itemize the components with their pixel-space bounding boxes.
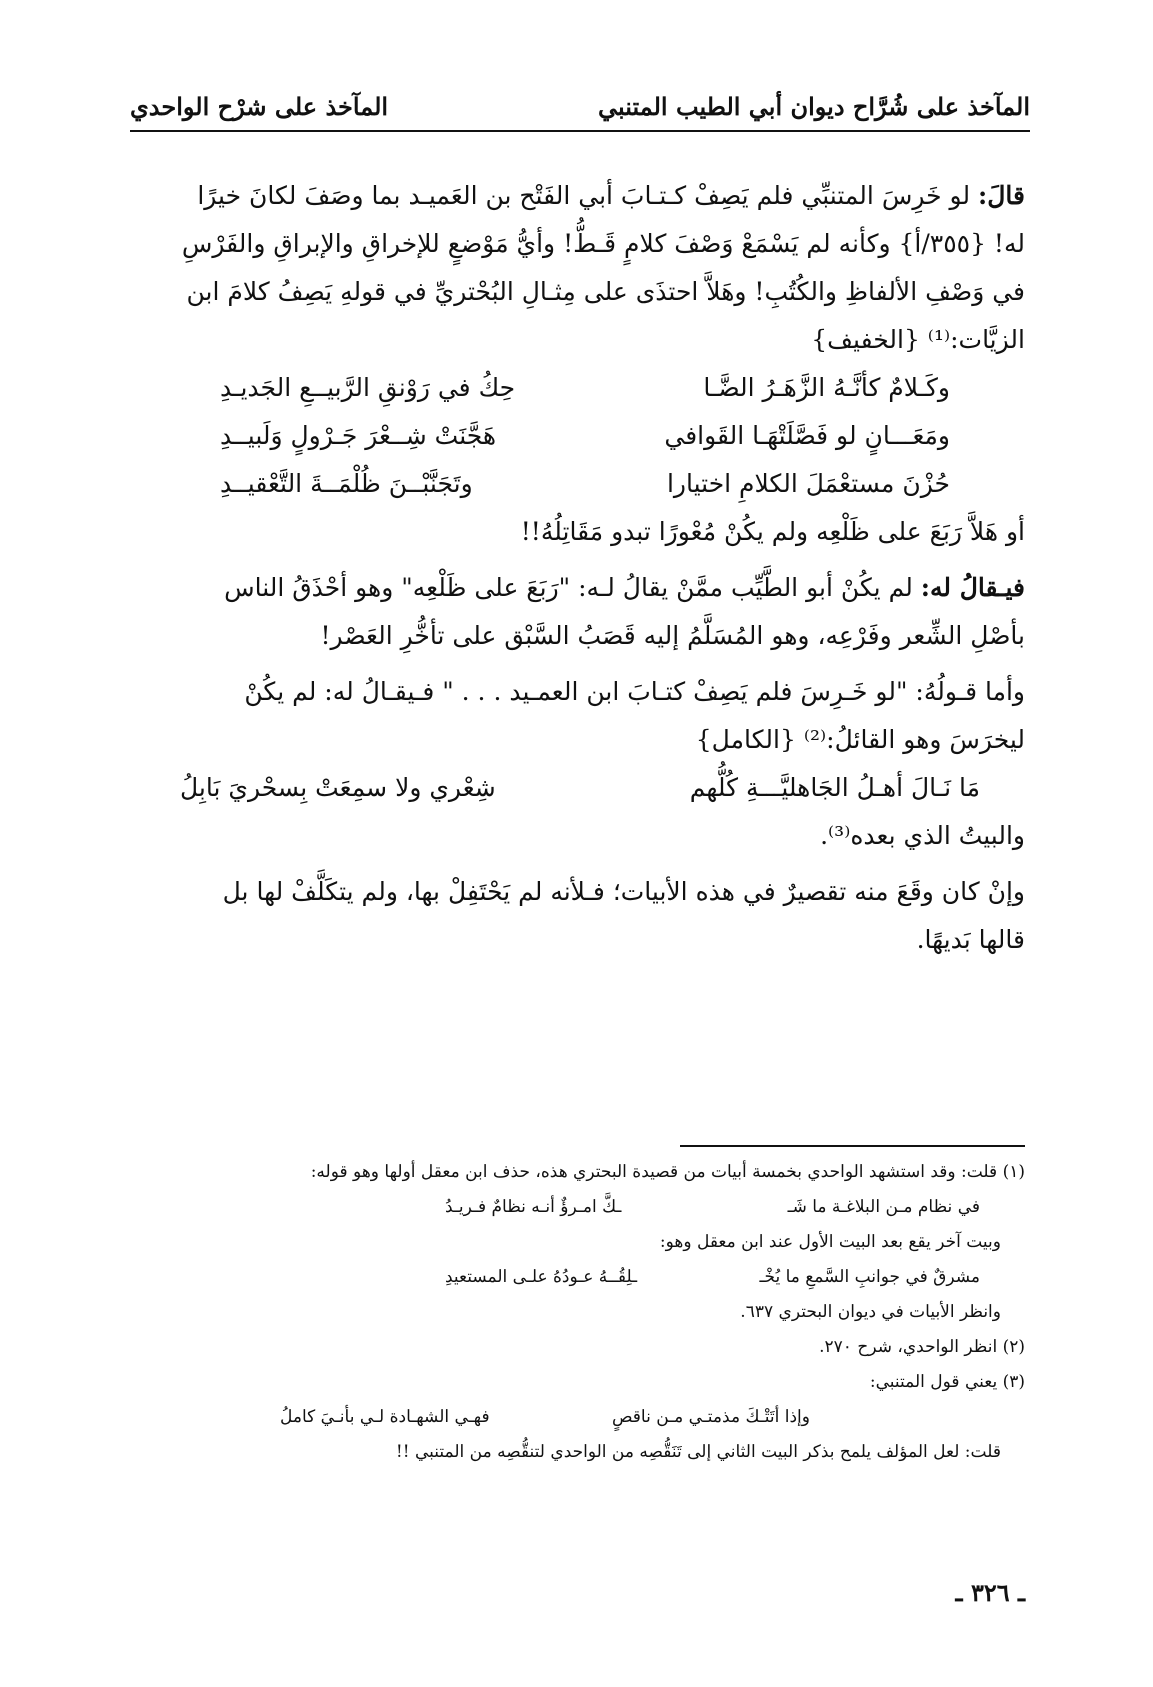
running-header xyxy=(130,90,1030,132)
hemistich-first: حُزْنَ مستعْمَلَ الكلامِ اختيارا xyxy=(666,469,950,498)
text-line: قالها بَديهًا. xyxy=(916,925,1025,954)
text-line: في وَصْفِ الألفاظِ والكُتُبِ! وهَلاَّ احتذَى على مِثـالِ البُحْتريِّ في قولهِ يَصِفُ كلامَ ابن xyxy=(186,277,1025,306)
footnote-text: وبيت آخر يقع بعد البيت الأول عند ابن معقل وهو: xyxy=(659,1232,1001,1252)
hemistich-first: في نظام مـن البلاغـة ما شَـ xyxy=(787,1197,980,1217)
hemistich-second: هَجَّنَتْ شِــعْرَ جَـرْولٍ وَلَبيــدِ xyxy=(220,421,497,450)
hemistich-first: مَا نَـالَ أهـلُ الجَاهليَّـــةِ كُلُّهم xyxy=(689,773,980,802)
paragraph-3 xyxy=(140,564,1025,660)
hemistich-first: وكَـلامٌ كأنَّـهُ الزَّهَـرُ الضَّـا xyxy=(703,373,950,402)
text-line: ليخرَسَ وهو القائلُ:⁽²⁾ {الكامل} xyxy=(695,725,1025,754)
footnotes xyxy=(140,1155,1025,1470)
footnote-1: (١) قلت: وقد استشهد الواحدي بخمسة أبيات من قصيدة البحتري هذه، حذف ابن معقل أولها وهو قوله: xyxy=(310,1162,1025,1182)
hemistich-first: ومَعَـــانٍ لو فَصَّلَتْهَـا القَوافي xyxy=(664,421,950,450)
hemistich-second: ـلِقُــهُ عـودُهُ علـى المستعيدِ xyxy=(445,1267,638,1287)
hemistich-second: ـكَّ امـرؤٌ أنـه نظامٌ فـريـدُ xyxy=(445,1197,622,1217)
text-line: وأما قـولُهُ: "لو خَـرِسَ فلم يَصِفْ كتـابَ ابن العمـيد . . . " فـيقـالُ له: لم يكُنْ xyxy=(244,677,1025,706)
footnote-separator xyxy=(680,1145,1025,1147)
hemistich-first: مشرقٌ في جوانبِ السَّمعِ ما يُخْـ xyxy=(759,1267,980,1287)
verse-line xyxy=(140,412,1025,460)
verse-mutanabbi xyxy=(140,764,1025,812)
hemistich-second: حِكُ في رَوْنقِ الرَّبيــعِ الجَديـدِ xyxy=(220,373,516,402)
text-line: لو خَرِسَ المتنبِّي فلم يَصِفْ كـتـابَ أبي الفَتْح بن العَميـد بما وصَفَ لكانَ خيرًا xyxy=(197,181,971,210)
paragraph-6 xyxy=(140,868,1025,964)
book-title: المآخذ على شُرَّاح ديوان أبي الطيب المتنبي xyxy=(598,92,1030,121)
footnote-3: (٣) يعني قول المتنبي: xyxy=(869,1372,1025,1392)
text-line: له! {٣٥٥/أ} وكأنه لم يَسْمَعْ وَصْفَ كلامٍ قَـطُّ! وأيُّ مَوْضعٍ للإخراقِ والإبراقِ والفَرْسِ xyxy=(181,229,1025,258)
footnote-2: (٢) انظر الواحدي، شرح ٢٧٠. xyxy=(819,1337,1025,1357)
chapter-title: المآخذ على شرْح الواحدي xyxy=(130,92,389,121)
paragraph-2: أو هَلاَّ رَبَعَ على ظَلْعِه ولم يكُنْ مُعْورًا تبدو مَقَاتِلُهُ!! xyxy=(520,517,1025,546)
hemistich-first: وإذا أتَتْـكَ مذمتـي مـن ناقصٍ xyxy=(611,1407,810,1427)
hemistich-second: فهـي الشهـادة لـي بأنـيَ كاملُ xyxy=(280,1407,490,1427)
poem-bahtari xyxy=(140,364,1025,508)
verse-line xyxy=(140,460,1025,508)
paragraph-5: والبيتُ الذي بعده⁽³⁾. xyxy=(820,821,1025,850)
hemistich-second: وتَجَنَّبْــنَ ظُلْمَــةَ التَّعْقيــدِ xyxy=(220,469,473,498)
text-line: بأصْلِ الشِّعر وفَرْعِه، وهو المُسَلَّمُ إليه قَصَبُ السَّبْق على تأخُّرِ العَصْر! xyxy=(320,621,1025,650)
hemistich-second: شِعْري ولا سمِعَتْ بِسحْريَ بَابِلُ xyxy=(180,773,496,802)
main-text xyxy=(140,172,1025,964)
footnote-verse xyxy=(140,1260,1025,1295)
text-line: الزيَّات:⁽¹⁾ {الخفيف} xyxy=(811,325,1025,354)
paragraph-4 xyxy=(140,668,1025,764)
footnote-verse xyxy=(140,1190,1025,1225)
footnote-text: وانظر الأبيات في ديوان البحتري ٦٣٧. xyxy=(740,1302,1001,1322)
speaker-label: قالَ: xyxy=(978,181,1025,210)
text-line: وإنْ كان وقَعَ منه تقصيرٌ في هذه الأبيات؛ فـلأنه لم يَحْتَفِلْ بها، ولم يتكَلَّفْ لها بل xyxy=(222,877,1025,906)
reply-label: فيـقالُ له: xyxy=(920,573,1025,602)
paragraph-1 xyxy=(140,172,1025,364)
text-line: لم يكُنْ أبو الطَّيِّب ممَّنْ يقالُ لـه: "رَبَعَ على ظَلْعِه" وهو أحْذَقُ الناس xyxy=(224,573,913,602)
footnote-text: قلت: لعل المؤلف يلمح بذكر البيت الثاني إلى تَنَقُّصِه من الواحدي لتنقُّصِه من المتنبي !! xyxy=(395,1442,1001,1462)
verse-line xyxy=(140,364,1025,412)
footnote-verse xyxy=(140,1400,1025,1435)
page-number: ـ ٣٢٦ ـ xyxy=(955,1578,1025,1607)
